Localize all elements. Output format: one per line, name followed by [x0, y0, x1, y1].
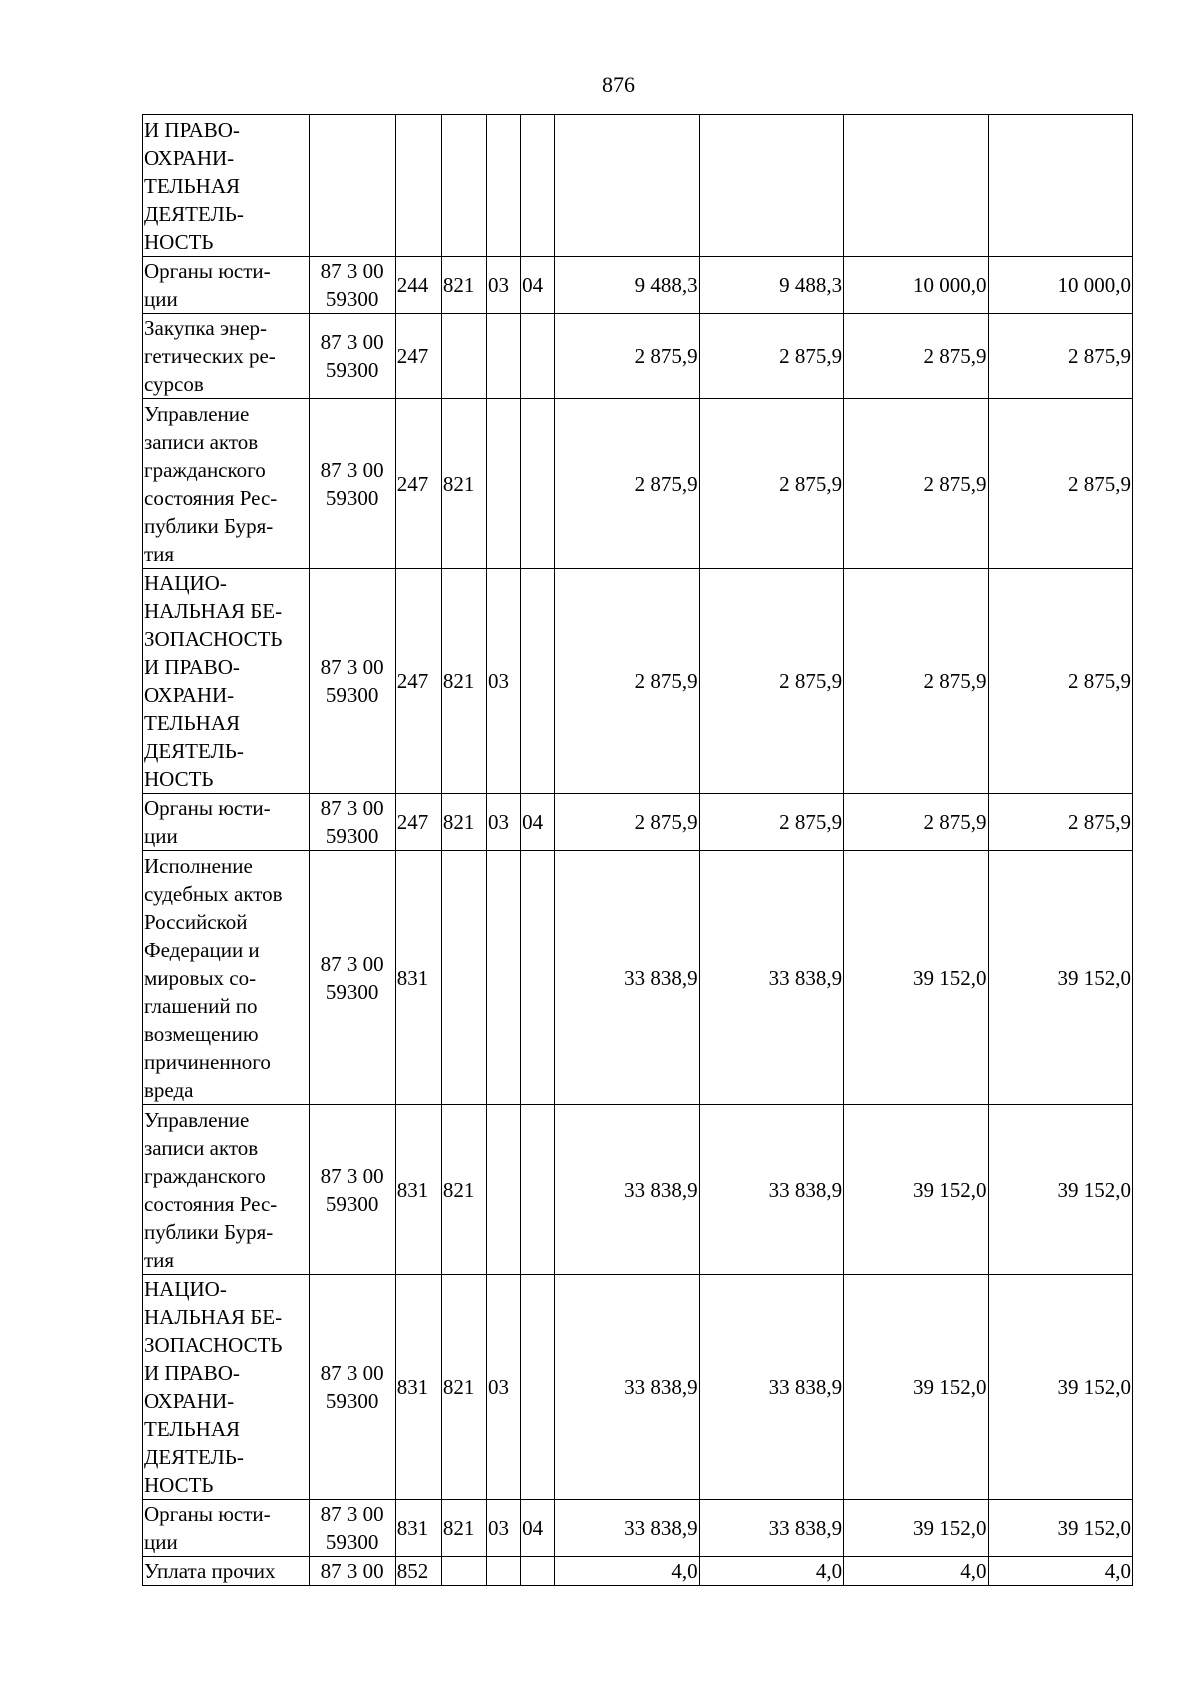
cell-name-line: Органы юсти- [144, 796, 271, 820]
cell-name-line: Органы юсти- [144, 1502, 271, 1526]
cell-amount-3: 2 875,9 [844, 569, 988, 794]
cell-amount-1: 33 838,9 [555, 1105, 699, 1275]
cell-name-line: Управление [144, 1107, 250, 1132]
cell-target-article-line: 87 3 00 [320, 259, 384, 283]
cell-target-article-line: 59300 [325, 485, 379, 510]
cell-amount-4: 2 875,9 [988, 314, 1133, 399]
cell-subsection [521, 1275, 555, 1500]
cell-target-article-line: 87 3 00 [320, 1559, 384, 1583]
cell-expense-type: 831 [395, 1275, 441, 1500]
cell-name-line: ОХРАНИ- [144, 145, 235, 170]
cell-subsection [521, 1557, 555, 1586]
cell-target-article [309, 399, 395, 569]
cell-name-line: ТЕЛЬНАЯ [144, 173, 241, 198]
cell-subsection [521, 1105, 555, 1275]
cell-name-line: Исполнение [144, 853, 253, 878]
cell-section [487, 115, 521, 257]
cell-amount-1: 2 875,9 [555, 794, 699, 851]
table-row [143, 399, 1133, 569]
cell-amount-2: 4,0 [699, 1557, 843, 1586]
cell-name [143, 314, 310, 399]
cell-section: 03 [487, 1500, 521, 1557]
table-row [143, 569, 1133, 794]
cell-amount-1: 2 875,9 [555, 569, 699, 794]
cell-amount-3: 2 875,9 [844, 399, 988, 569]
cell-name-line: записи актов [144, 429, 259, 454]
cell-admin-code: 821 [441, 399, 486, 569]
cell-name-line: сурсов [144, 372, 204, 396]
cell-target-article-line: 87 3 00 [320, 1163, 384, 1188]
cell-amount-4: 39 152,0 [988, 851, 1133, 1105]
cell-admin-code: 821 [441, 1105, 486, 1275]
page-number: 876 [602, 72, 635, 97]
cell-name [143, 1557, 310, 1586]
cell-subsection [521, 851, 555, 1105]
cell-admin-code [441, 115, 486, 257]
table-row [143, 1275, 1133, 1500]
cell-name-line: И ПРАВО- [144, 1361, 240, 1385]
cell-amount-4: 10 000,0 [988, 257, 1133, 314]
cell-subsection [521, 115, 555, 257]
cell-name-line: ОХРАНИ- [144, 683, 235, 707]
cell-target-article [309, 794, 395, 851]
cell-amount-4: 39 152,0 [988, 1275, 1133, 1500]
cell-amount-3: 39 152,0 [844, 851, 988, 1105]
cell-name-line: ЗОПАСНОСТЬ [144, 627, 283, 651]
cell-amount-1: 33 838,9 [555, 1500, 699, 1557]
cell-target-article [309, 314, 395, 399]
table-row [143, 314, 1133, 399]
cell-target-article [309, 1275, 395, 1500]
cell-amount-4: 4,0 [988, 1557, 1133, 1586]
cell-amount-2: 2 875,9 [699, 569, 843, 794]
cell-name-line: Уплата прочих [144, 1559, 276, 1583]
cell-name-line: Федерации и [144, 937, 260, 962]
cell-name-line: Органы юсти- [144, 259, 271, 283]
cell-name-line: гражданского [144, 457, 266, 482]
cell-name-line: НАЛЬНАЯ БЕ- [144, 1305, 283, 1329]
cell-name-line: записи актов [144, 1135, 259, 1160]
table-row [143, 1500, 1133, 1557]
cell-amount-4: 2 875,9 [988, 399, 1133, 569]
cell-amount-1: 2 875,9 [555, 314, 699, 399]
cell-name-line: судебных актов [144, 881, 283, 906]
cell-subsection [521, 399, 555, 569]
cell-target-article-line: 87 3 00 [320, 1502, 384, 1526]
cell-amount-2: 33 838,9 [699, 851, 843, 1105]
cell-amount-4: 2 875,9 [988, 569, 1133, 794]
cell-amount-4 [988, 115, 1133, 257]
cell-name-line: гражданского [144, 1163, 266, 1188]
cell-target-article-line: 59300 [325, 1530, 379, 1554]
cell-target-article [309, 115, 395, 257]
cell-amount-2 [699, 115, 843, 257]
cell-amount-2: 33 838,9 [699, 1275, 843, 1500]
cell-name-line: ции [144, 287, 178, 311]
cell-name-line: гетических ре- [144, 344, 276, 368]
cell-name [143, 1275, 310, 1500]
cell-name [143, 851, 310, 1105]
cell-subsection: 04 [521, 257, 555, 314]
table-row [143, 115, 1133, 257]
cell-name-line: ТЕЛЬНАЯ [144, 1417, 241, 1441]
cell-name-line: публики Буря- [144, 1219, 274, 1244]
cell-target-article-line: 87 3 00 [320, 951, 384, 976]
cell-name-line: НАЦИО- [144, 1277, 227, 1301]
cell-amount-1: 33 838,9 [555, 851, 699, 1105]
cell-name-line: тия [144, 1247, 175, 1272]
cell-expense-type: 247 [395, 794, 441, 851]
cell-name-line: причиненного [144, 1049, 271, 1074]
cell-name-line: И ПРАВО- [144, 117, 240, 142]
cell-name [143, 794, 310, 851]
cell-amount-2: 9 488,3 [699, 257, 843, 314]
cell-name-line: НОСТЬ [144, 1473, 214, 1497]
cell-target-article [309, 1557, 395, 1586]
cell-target-article-line: 59300 [325, 824, 379, 848]
cell-name-line: НОСТЬ [144, 767, 214, 791]
cell-name-line: Российской [144, 909, 248, 934]
cell-expense-type: 831 [395, 851, 441, 1105]
cell-target-article-line: 87 3 00 [320, 457, 384, 482]
cell-name [143, 399, 310, 569]
cell-target-article [309, 1105, 395, 1275]
cell-expense-type: 247 [395, 314, 441, 399]
cell-amount-1: 2 875,9 [555, 399, 699, 569]
cell-target-article-line: 59300 [325, 1389, 379, 1413]
cell-name-line: ДЕЯТЕЛЬ- [144, 1445, 244, 1469]
cell-name-line: публики Буря- [144, 513, 274, 538]
cell-section [487, 1557, 521, 1586]
cell-amount-1 [555, 115, 699, 257]
cell-amount-1: 4,0 [555, 1557, 699, 1586]
cell-target-article-line: 87 3 00 [320, 1361, 384, 1385]
cell-admin-code: 821 [441, 569, 486, 794]
cell-section: 03 [487, 257, 521, 314]
cell-name-line: возмещению [144, 1021, 259, 1046]
cell-expense-type: 244 [395, 257, 441, 314]
cell-target-article-line: 59300 [325, 1191, 379, 1216]
cell-admin-code: 821 [441, 1275, 486, 1500]
cell-amount-3: 10 000,0 [844, 257, 988, 314]
cell-name-line: мировых со- [144, 965, 257, 990]
cell-amount-2: 2 875,9 [699, 399, 843, 569]
cell-subsection: 04 [521, 794, 555, 851]
cell-name-line: НАЛЬНАЯ БЕ- [144, 599, 283, 623]
cell-admin-code: 821 [441, 794, 486, 851]
cell-expense-type: 247 [395, 399, 441, 569]
cell-target-article [309, 1500, 395, 1557]
cell-section: 03 [487, 1275, 521, 1500]
table-row [143, 1105, 1133, 1275]
cell-amount-3: 39 152,0 [844, 1105, 988, 1275]
cell-subsection: 04 [521, 1500, 555, 1557]
cell-amount-2: 33 838,9 [699, 1105, 843, 1275]
cell-section [487, 851, 521, 1105]
cell-expense-type: 831 [395, 1500, 441, 1557]
cell-name-line: ОХРАНИ- [144, 1389, 235, 1413]
cell-amount-1: 9 488,3 [555, 257, 699, 314]
cell-section [487, 399, 521, 569]
cell-name-line: Управление [144, 401, 250, 426]
cell-amount-4: 39 152,0 [988, 1500, 1133, 1557]
cell-name-line: Закупка энер- [144, 316, 268, 340]
cell-name-line: состояния Рес- [144, 1191, 278, 1216]
table-row [143, 794, 1133, 851]
cell-section [487, 1105, 521, 1275]
cell-name-line: тия [144, 541, 175, 566]
cell-amount-1: 33 838,9 [555, 1275, 699, 1500]
cell-amount-4: 2 875,9 [988, 794, 1133, 851]
cell-name-line: вреда [144, 1077, 194, 1102]
cell-section [487, 314, 521, 399]
cell-admin-code: 821 [441, 1500, 486, 1557]
table-row [143, 851, 1133, 1105]
cell-admin-code [441, 851, 486, 1105]
cell-name [143, 1500, 310, 1557]
cell-target-article-line: 87 3 00 [320, 796, 384, 820]
cell-amount-3: 39 152,0 [844, 1500, 988, 1557]
cell-amount-3: 39 152,0 [844, 1275, 988, 1500]
cell-amount-3: 4,0 [844, 1557, 988, 1586]
cell-amount-2: 33 838,9 [699, 1500, 843, 1557]
cell-name-line: НАЦИО- [144, 571, 227, 595]
cell-subsection [521, 314, 555, 399]
cell-expense-type: 831 [395, 1105, 441, 1275]
cell-target-article [309, 851, 395, 1105]
cell-expense-type: 852 [395, 1557, 441, 1586]
cell-name-line: И ПРАВО- [144, 655, 240, 679]
cell-name [143, 115, 310, 257]
cell-expense-type [395, 115, 441, 257]
cell-admin-code [441, 1557, 486, 1586]
cell-target-article [309, 257, 395, 314]
cell-target-article-line: 87 3 00 [320, 655, 384, 679]
cell-target-article-line: 59300 [325, 287, 379, 311]
cell-subsection [521, 569, 555, 794]
cell-name-line: ТЕЛЬНАЯ [144, 711, 241, 735]
cell-amount-4: 39 152,0 [988, 1105, 1133, 1275]
cell-admin-code [441, 314, 486, 399]
cell-admin-code: 821 [441, 257, 486, 314]
budget-table [142, 114, 1133, 1586]
table-row [143, 257, 1133, 314]
cell-name-line: ДЕЯТЕЛЬ- [144, 201, 244, 226]
cell-name-line: ДЕЯТЕЛЬ- [144, 739, 244, 763]
cell-amount-2: 2 875,9 [699, 314, 843, 399]
cell-name-line: ции [144, 1530, 178, 1554]
cell-amount-3 [844, 115, 988, 257]
cell-target-article-line: 59300 [325, 358, 379, 382]
cell-name-line: ЗОПАСНОСТЬ [144, 1333, 283, 1357]
cell-amount-2: 2 875,9 [699, 794, 843, 851]
cell-target-article-line: 59300 [325, 683, 379, 707]
cell-expense-type: 247 [395, 569, 441, 794]
table-row [143, 1557, 1133, 1586]
cell-name-line: ции [144, 824, 178, 848]
cell-name [143, 257, 310, 314]
cell-section: 03 [487, 794, 521, 851]
cell-target-article [309, 569, 395, 794]
cell-target-article-line: 59300 [325, 979, 379, 1004]
cell-name-line: глашений по [144, 993, 258, 1018]
cell-name [143, 1105, 310, 1275]
cell-amount-3: 2 875,9 [844, 314, 988, 399]
cell-name-line: НОСТЬ [144, 229, 214, 254]
cell-name-line: состояния Рес- [144, 485, 278, 510]
cell-name [143, 569, 310, 794]
cell-section: 03 [487, 569, 521, 794]
cell-target-article-line: 87 3 00 [320, 330, 384, 354]
cell-amount-3: 2 875,9 [844, 794, 988, 851]
